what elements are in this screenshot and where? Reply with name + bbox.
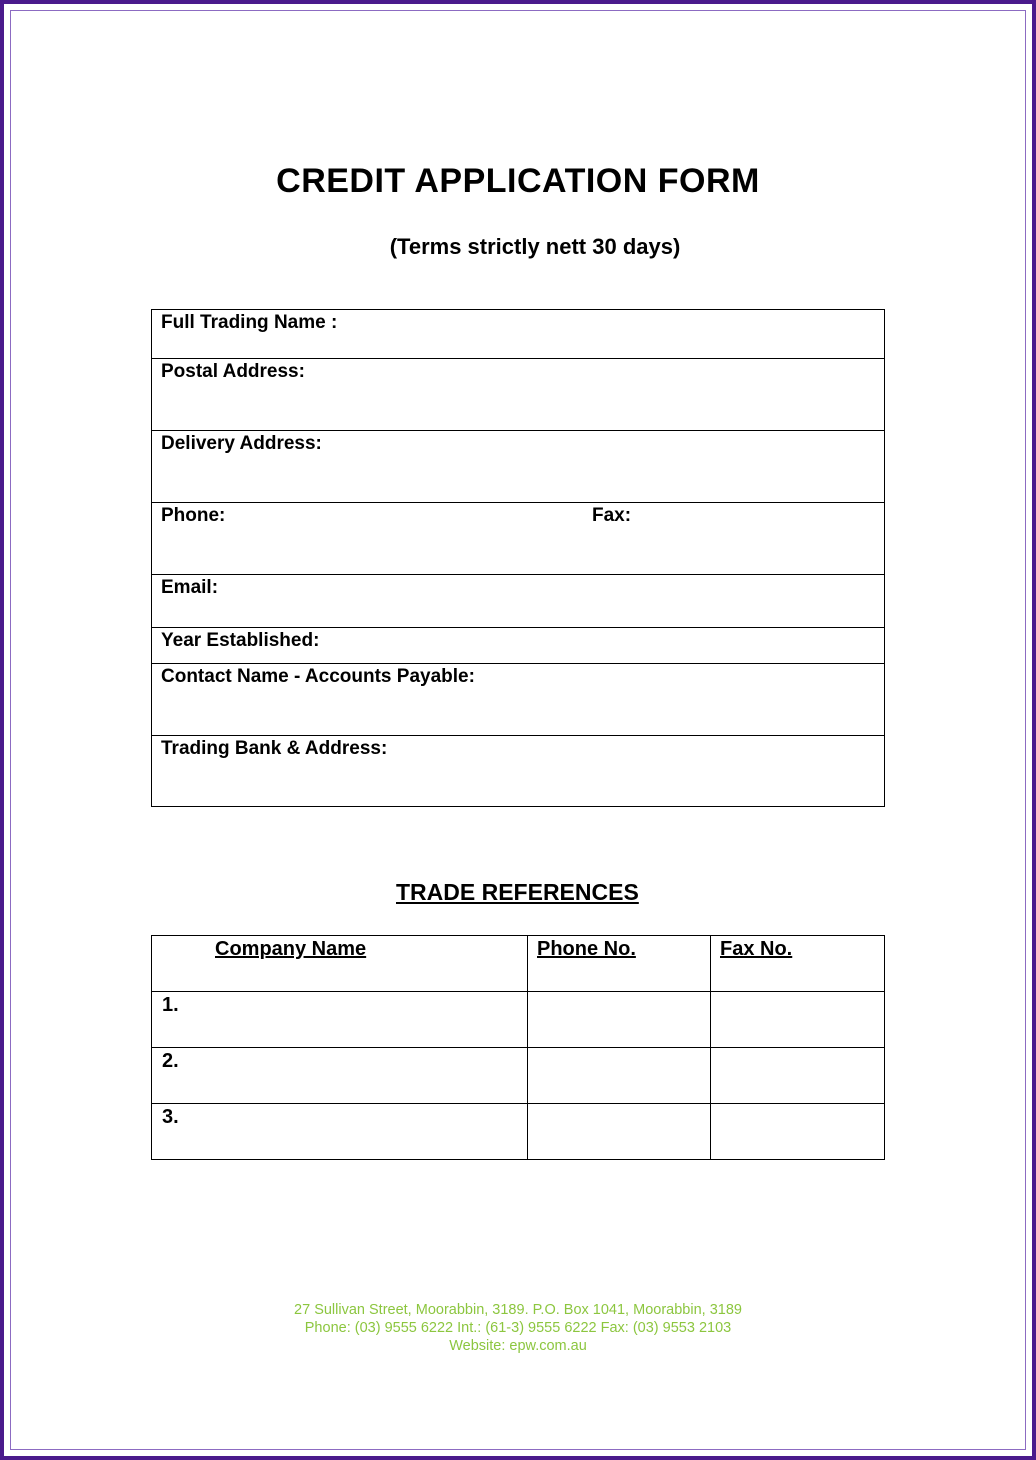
page-title: CREDIT APPLICATION FORM (276, 162, 760, 200)
table-row (152, 992, 885, 1048)
footer-website: Website: epw.com.au (449, 1338, 587, 1354)
phone-no-cell[interactable] (528, 992, 711, 1048)
row-number: 2. (162, 1050, 179, 1072)
row-number: 3. (162, 1106, 179, 1128)
fax-no-header-label: Fax No. (720, 938, 793, 960)
fax-no-cell[interactable] (711, 992, 885, 1048)
trading-bank-label: Trading Bank & Address: (161, 738, 388, 759)
footer-address: 27 Sullivan Street, Moorabbin, 3189. P.O. Box 1041, Moorabbin, 3189 (294, 1302, 742, 1318)
applicant-details-table (151, 309, 885, 807)
phone-no-header (528, 936, 711, 992)
phone-no-cell[interactable] (528, 1104, 711, 1160)
email-row[interactable] (152, 574, 884, 627)
footer-phone: Phone: (03) 9555 6222 Int.: (61-3) 9555 6222 Fax: (03) 9553 2103 (304, 1320, 732, 1336)
year-established-label: Year Established: (161, 630, 320, 651)
delivery-address-label: Delivery Address: (161, 433, 322, 454)
table-header-row (152, 936, 885, 992)
postal-address-row[interactable] (152, 358, 884, 430)
company-name-header-label: Company Name (215, 938, 367, 960)
company-name-header (152, 936, 528, 992)
postal-address-label: Postal Address: (161, 361, 305, 382)
trading-bank-row[interactable] (152, 735, 884, 806)
full-trading-name-label: Full Trading Name : (161, 312, 338, 333)
row-number: 1. (162, 994, 179, 1016)
table-row (152, 1048, 885, 1104)
table-row (152, 1104, 885, 1160)
fax-no-cell[interactable] (711, 1048, 885, 1104)
phone-no-header-label: Phone No. (537, 938, 636, 960)
company-name-cell[interactable] (152, 1104, 528, 1160)
company-name-cell[interactable] (152, 1048, 528, 1104)
fax-no-cell[interactable] (711, 1104, 885, 1160)
trade-references-table (151, 935, 885, 1160)
email-label: Email: (161, 577, 219, 598)
page-subtitle: (Terms strictly nett 30 days) (389, 234, 681, 259)
phone-label: Phone: (161, 505, 226, 526)
delivery-address-row[interactable] (152, 430, 884, 502)
full-trading-name-row[interactable] (152, 310, 884, 358)
phone-fax-row[interactable] (152, 502, 884, 574)
fax-label: Fax: (592, 505, 632, 526)
contact-name-label: Contact Name - Accounts Payable: (161, 666, 475, 687)
phone-no-cell[interactable] (528, 1048, 711, 1104)
company-name-cell[interactable] (152, 992, 528, 1048)
year-established-row[interactable] (152, 627, 884, 663)
contact-name-row[interactable] (152, 663, 884, 735)
company-footer (0, 1301, 1036, 1355)
fax-no-header (711, 936, 885, 992)
trade-references-title: TRADE REFERENCES (396, 879, 639, 905)
